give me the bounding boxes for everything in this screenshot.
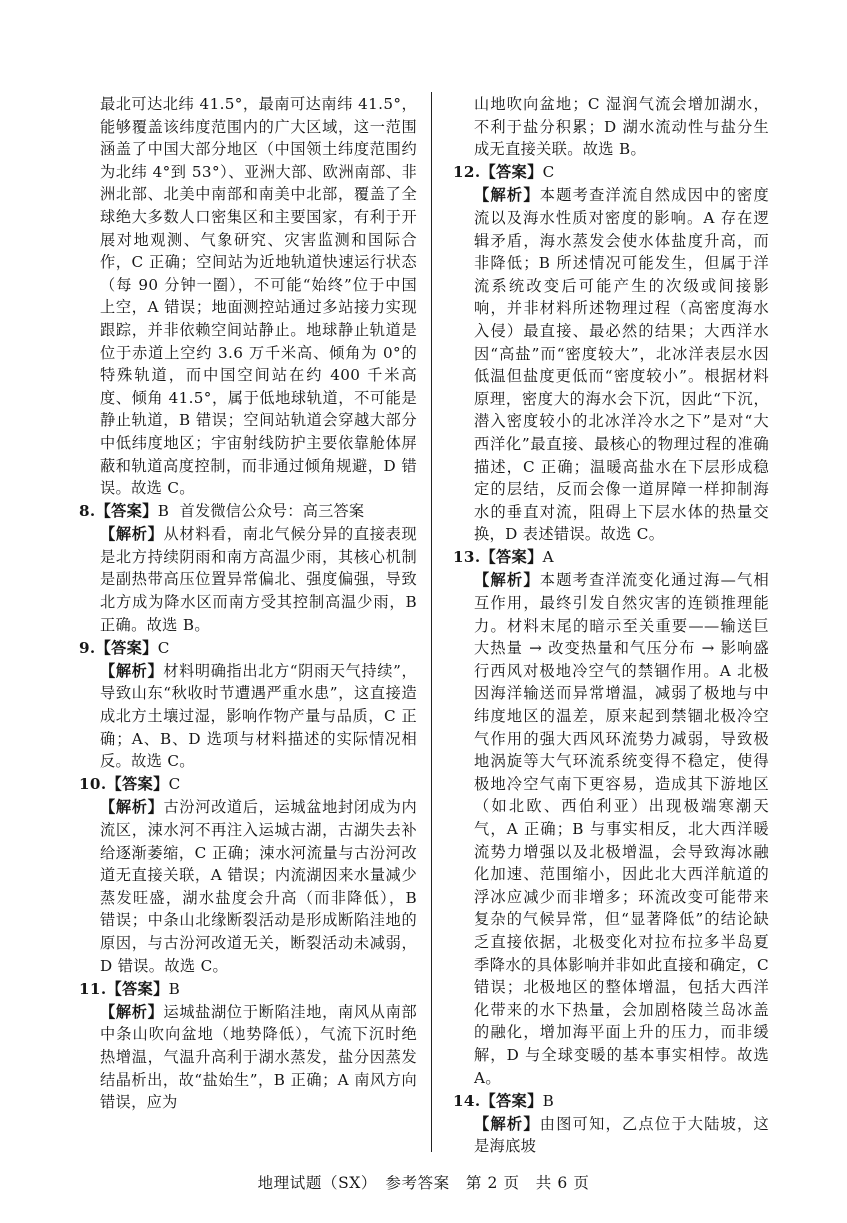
question-12-explanation (453, 184, 769, 546)
explanation-text: 本题考查洋流自然成因中的密度流以及海水性质对密度的影响。A 存在逻辑矛盾，海水蒸发会使水体盐度升高，而非降低；B 所述情况可能发生，但属于洋流系统改变后可能产生的次级或间接影响，并非材料所述物理过程（高密度海水入侵）最直接、最必然的结果；大西洋水因“高盐”而“密度较大”，北冰洋表层水因低温但盐度更低而“密度较小”。根据材料原理，密度大的海水会下沉，因此“下沉，潜入密度较小的北冰洋冷水之下”是对“大西洋化”最直接、最核心的物理过程的准确描述，C 正确；温暖高盐水在下层形成稳定的层结，反而会像一道屏障一样抑制海水的垂直对流，阻碍上下层水体的热量交换，D 表述错误。故选 C。 (474, 186, 770, 544)
question-9-answer (79, 637, 417, 660)
question-number: 12. (453, 163, 481, 182)
answer-tag: 【答案】 (480, 1091, 543, 1110)
question-10-explanation (79, 796, 417, 977)
explanation-tag: 【解析】 (100, 525, 164, 544)
answer-letter: C (157, 638, 170, 657)
answer-tag: 【答案】 (95, 638, 158, 657)
answer-letter: B (157, 502, 170, 521)
explanation-text: 从材料看，南北气候分异的直接表现是北方持续阴雨和南方高温少雨，其核心机制是副热带高压位置异常偏北、强度偏强，导致北方成为降水区而南方受其控制高温少雨，B 正确。故选 B。 (100, 525, 417, 634)
question-11-answer (79, 978, 417, 1001)
question-8-answer (79, 500, 417, 523)
explanation-tag: 【解析】 (100, 661, 164, 680)
continued-paragraph: 最北可达北纬 41.5°，最南可达南纬 41.5°，能够覆盖该纬度范围内的广大区域，这一范围涵盖了中国大部分地区（中国领土纬度范围约为北纬 4°到 53°）、亚洲大部、欧洲南部、非洲北部、北美中南部和南美中北部，覆盖了全球绝大多数人口密集区和主要国家，有利于开展对地观测、气象研究、灾害监测和国际合作，C 正确；空间站为近地轨道快速运行状态（每 90 分钟一圈），不可能“始终”位于中国上空，A 错误；地面测控站通过多站接力实现跟踪，并非依赖空间站静止。地球静止轨道是位于赤道上空约 3.6 万千米高、倾角为 0°的特殊轨道，而中国空间站在约 400 千米高度、倾角 41.5°，属于低地球轨道，不可能是静止轨道，B 错误；空间站轨道会穿越大部分中低纬度地区；宇宙射线防护主要依靠舱体屏蔽和轨道高度控制，而非通过倾角规避，D 错误。故选 C。 (100, 95, 417, 498)
question-13-answer (453, 546, 769, 569)
answer-tag: 【答案】 (480, 163, 543, 182)
question-number: 13. (453, 548, 481, 567)
question-number: 9. (79, 638, 96, 657)
column-divider (431, 92, 432, 1152)
question-number: 10. (79, 775, 107, 794)
question-12-answer (453, 161, 769, 184)
explanation-text: 材料明确指出北方“阴雨天气持续”，导致山东“秋收时节遭遇严重水患”，这直接造成北方土壤过湿，影响作物产量与品质，C 正确；A、B、D 选项与材料描述的实际情况相反。故选 C。 (100, 661, 417, 771)
answer-letter: C (168, 775, 181, 794)
answer-letter: B (542, 1091, 555, 1110)
question-13-explanation (453, 569, 769, 1089)
question-9-explanation (79, 660, 417, 773)
explanation-tag: 【解析】 (474, 186, 540, 205)
wechat-note: 首发微信公众号：高三答案 (179, 502, 365, 521)
question-number: 14. (453, 1091, 481, 1110)
answer-tag: 【答案】 (106, 979, 169, 998)
answer-letter: A (542, 548, 554, 567)
continued-paragraph: 山地吹向盆地；C 湿润气流会增加湖水，不利于盐分积累；D 湖水流动性与盐分生成无直接关联。故选 B。 (474, 95, 769, 159)
left-column (79, 93, 417, 1114)
question-14-answer (453, 1090, 769, 1113)
explanation-text: 古汾河改道后，运城盆地封闭成为内流区，涑水河不再注入运城古湖，古湖失去补给逐渐萎缩，C 正确；涑水河流量与古汾河改道无直接关联，A 错误；内流湖因来水量减少蒸发旺盛，湖水盐度会升高（而非降低），B 错误；中条山北缘断裂活动是形成断陷洼地的原因，与古汾河改道无关，断裂活动未减弱，D 错误。故选 C。 (100, 798, 417, 975)
explanation-text: 由图可知，乙点位于大陆坡，这是海底坡 (474, 1114, 770, 1156)
explanation-tag: 【解析】 (100, 1002, 164, 1021)
explanation-text: 本题考查洋流变化通过海—气相互作用，最终引发自然灾害的连锁推理能力。材料末尾的暗示至关重要——输送巨大热量 → 改变热量和气压分布 → 影响盛行西风对极地冷空气的禁锢作用。A 北极因海洋输送而异常增温，减弱了极地与中纬度地区的温差，原来起到禁锢北极冷空气作用的强大西风环流势力减弱，导致极地涡旋等大气环流系统变得不稳定，使得极地冷空气南下更容易，造成其下游地区（如北欧、西伯利亚）出现极端寒潮天气，A 正确；B 与事实相反，北大西洋暖流势力增强以及北极增温，会导致海冰融化加速、范围缩小，因此北大西洋航道的浮冰应减少而非增多；环流改变可能带来复杂的气候异常，但“显著降低”的结论缺乏直接依据，北极变化对拉布拉多半岛夏季降水的具体影响并非如此直接和确定，C 错误；北极地区的整体增温，包括大西洋化带来的水下热量，会加剧格陵兰岛冰盖的融化，增加海平面上升的压力，而非缓解，D 与全球变暖的基本事实相悖。故选 A。 (474, 571, 770, 1087)
question-8-explanation (79, 523, 417, 636)
right-column (453, 93, 769, 1158)
question-number: 11. (79, 979, 107, 998)
question-14-explanation (453, 1113, 769, 1158)
explanation-tag: 【解析】 (100, 798, 164, 817)
explanation-tag: 【解析】 (474, 1114, 540, 1133)
question-number: 8. (79, 502, 96, 521)
answer-tag: 【答案】 (95, 502, 158, 521)
answer-letter: C (542, 163, 555, 182)
answer-letter: B (168, 979, 181, 998)
question-11-explanation (79, 1001, 417, 1114)
question-10-answer (79, 773, 417, 796)
explanation-tag: 【解析】 (474, 571, 540, 590)
page-footer: 地理试题（SX） 参考答案 第 2 页 共 6 页 (257, 1174, 590, 1192)
answer-tag: 【答案】 (480, 548, 543, 567)
answer-tag: 【答案】 (106, 775, 169, 794)
explanation-text: 运城盐湖位于断陷洼地，南风从南部中条山吹向盆地（地势降低），气流下沉时绝热增温，气温升高利于湖水蒸发，盐分因蒸发结晶析出，故“盐始生”，B 正确；A 南风方向错误，应为 (100, 1002, 417, 1112)
